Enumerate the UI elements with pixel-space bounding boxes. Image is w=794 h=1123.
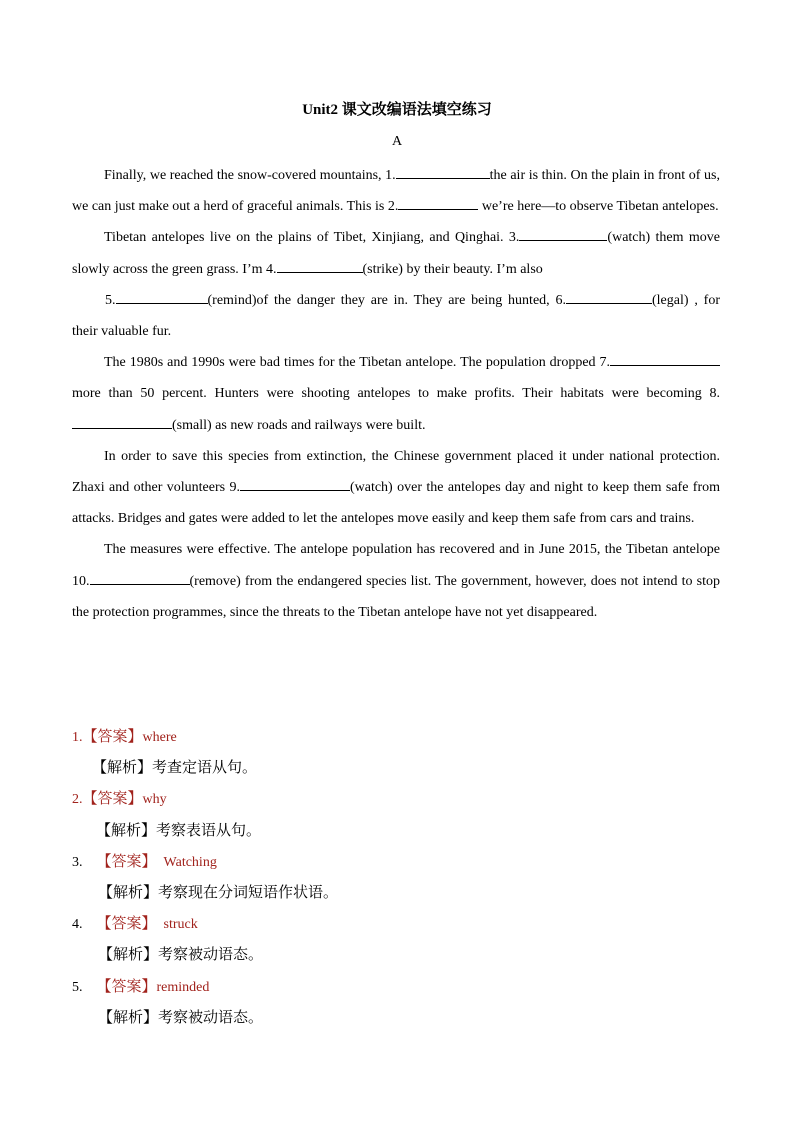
- answer-row-2: 2.【答案】why: [72, 789, 167, 808]
- blank-2[interactable]: [398, 195, 478, 210]
- blank-10[interactable]: [90, 570, 190, 585]
- paragraph-2: Tibetan antelopes live on the plains of Tibet, Xinjiang, and Qinghai. 3. (watch) them move slowly across the green grass. I’m 4. (strike) by their beauty. I’m also: [72, 222, 720, 284]
- answer-value: reminded: [156, 979, 210, 995]
- explanation-text: 考察被动语态。: [158, 945, 264, 964]
- blank-7[interactable]: [610, 351, 720, 366]
- explanation-row-3: 【解析】考察现在分词短语作状语。: [98, 882, 339, 901]
- explanation-row-1: 【解析】考查定语从句。: [92, 758, 258, 777]
- explanation-row-4: 【解析】考察被动语态。: [98, 945, 264, 964]
- blank-4[interactable]: [277, 258, 363, 273]
- paragraph-6: The measures were effective. The antelope population has recovered and in June 2015, the Tibetan antelope 10. (remove) from the endangered species list. The government, however, does not intend to stop the protection programmes, since the threats to the Tibetan antelope have not yet disappeared.: [72, 542, 720, 620]
- paragraph-1: Finally, we reached the snow-covered mountains, 1. the air is thin. On the plain in front of us, we can just make out a herd of graceful animals. This is 2. we’re here—to observe Tibetan antelopes.: [72, 160, 720, 222]
- blank-5[interactable]: [116, 289, 208, 304]
- answer-key: [72, 721, 722, 1033]
- answer-value: struck: [163, 917, 198, 933]
- answer-tag: 【答案】: [96, 976, 157, 995]
- explanation-text: 考察被动语态。: [158, 1007, 264, 1026]
- paragraph-5: In order to save this species from extinction, the Chinese government placed it under national protection. Zhaxi and other volunteers 9. (watch) over the antelopes day and night to keep them safe from attacks. Bridges and gates were added to let the antelopes move easily and keep them safe from cars and trains.: [72, 448, 720, 527]
- answer-tag: 【答案】: [96, 914, 157, 933]
- paragraph-3: 5. (remind)of the danger they are in. They are being hunted, 6. (legal) , for their valuable fur.: [72, 285, 720, 347]
- answer-tag: 【答案】: [82, 789, 143, 808]
- paragraph-4: The 1980s and 1990s were bad times for the Tibetan antelope. The population dropped 7.more than 50 percent. Hunters were shooting antelopes to make profits. Their habitats were becoming 8.(small) as new roads and railways were built.: [72, 347, 720, 441]
- answer-tag: 【答案】: [82, 727, 143, 745]
- explanation-row-5: 【解析】考察被动语态。: [98, 1007, 264, 1026]
- explanation-text: 考察表语从句。: [156, 820, 262, 839]
- blank-8[interactable]: [72, 414, 172, 429]
- section-label: A: [391, 134, 403, 149]
- answer-value: where: [142, 730, 177, 745]
- answer-row-4: 4. 【答案】 struck: [72, 914, 198, 933]
- answer-value: why: [142, 792, 167, 808]
- answer-row-3: 3. 【答案】 Watching: [72, 851, 217, 870]
- blank-6[interactable]: [566, 289, 652, 304]
- passage: [72, 160, 720, 628]
- blank-9[interactable]: [240, 476, 350, 491]
- answer-row-5: 5. 【答案】reminded: [72, 976, 210, 995]
- answer-value: Watching: [163, 854, 217, 870]
- explanation-text: 考查定语从句。: [152, 758, 258, 777]
- page-title: Unit2 课文改编语法填空练习: [302, 102, 492, 118]
- blank-1[interactable]: [396, 164, 490, 179]
- answer-tag: 【答案】: [96, 851, 157, 870]
- explanation-text: 考察现在分词短语作状语。: [158, 882, 339, 901]
- blank-3[interactable]: [519, 226, 607, 241]
- explanation-row-2: 【解析】考察表语从句。: [96, 820, 262, 839]
- answer-row-1: 1.【答案】where: [72, 727, 177, 745]
